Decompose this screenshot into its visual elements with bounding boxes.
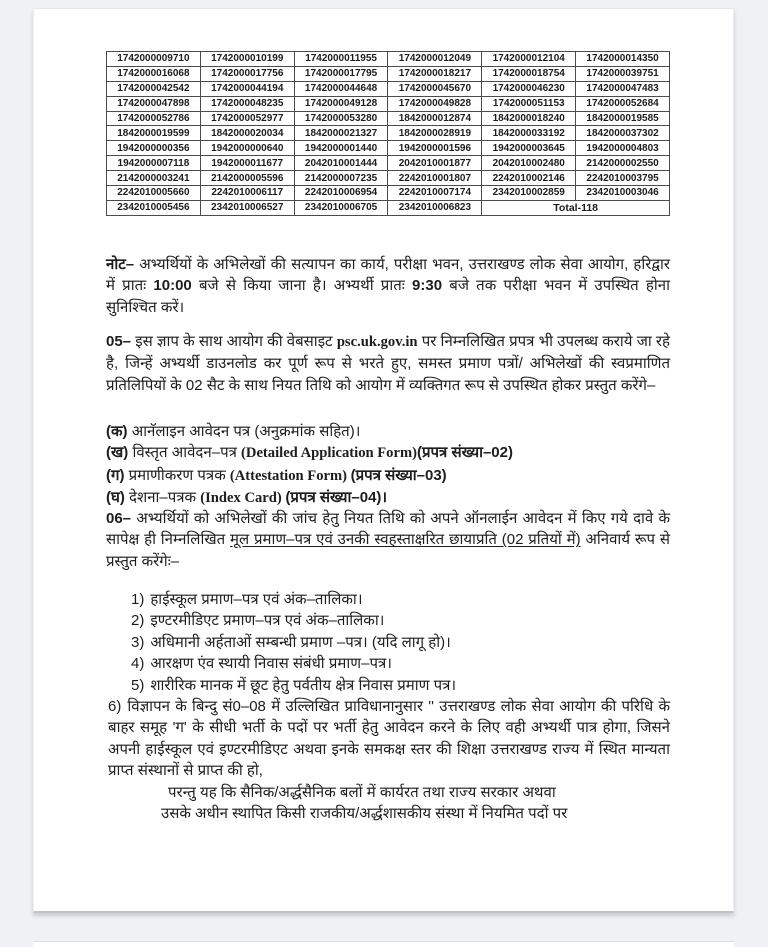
roll-number-cell: 2042010001877 [388, 156, 482, 171]
roll-number-cell: 1742000012104 [482, 52, 576, 67]
document-item-text: अधिमानी अर्हताओं सम्बन्धी प्रमाण –पत्र। (यदि लागू हो)। [150, 633, 451, 651]
roll-number-cell: 2142000005596 [200, 171, 294, 186]
roll-number-cell: 1842000033192 [482, 126, 576, 141]
roll-number-cell: 1742000045670 [388, 81, 482, 96]
document-item [131, 589, 670, 610]
roll-number-cell: 1742000048235 [200, 96, 294, 111]
roll-number-cell: 1742000049128 [294, 96, 388, 111]
document-item-number: 4) [131, 655, 145, 673]
proviso-line: परन्तु यह कि सैनिक/अर्द्धसैनिक बलों में कार्यरत तथा राज्य सरकार अथवा [168, 783, 556, 801]
table-row [107, 111, 670, 126]
document-item-number: 3) [131, 633, 145, 651]
text-segment: पर निम्नलिखित प्रपत्र भी उपलब्ध कराये जा रहे है, जिन्हें अभ्यर्थी डाउनलोड कर पूर्ण रूप से भरते हुए, समस्त प्रमाण पत्रों/ अभिलेखों की स्वप्रमाणित प्रतिलिपियों के 02 सैट के साथ नियत तिथि को आयोग में व्यक्तिगत रूप से उपस्थित होकर प्रस्तुत करेंगे– [106, 333, 670, 394]
paragraph-06 [106, 508, 670, 572]
roll-number-cell: 1742000009710 [107, 52, 201, 67]
document-item-number: 5) [131, 676, 145, 694]
text-segment: देशना–पत्रक [129, 489, 201, 507]
roll-number-cell: 1842000019585 [576, 111, 670, 126]
roll-number-cell: 1742000039751 [576, 66, 670, 81]
roll-number-cell: 2342010006705 [294, 200, 388, 215]
text-segment: अभ्यर्थियों को अभिलेखों की जांच हेतु नियत तिथि को अपने ऑनलाईन आवेदन में किए गये दावे के सापेक्ष ही निम्नलिखित [106, 510, 670, 549]
proviso-line: उसके अधीन स्थापित किसी राजकीय/अर्द्धशासकीय संस्था में नियमित पदों पर [161, 805, 568, 823]
roll-number-cell: 2242010002146 [482, 171, 576, 186]
roll-number-cell: 1742000017795 [294, 66, 388, 81]
text-segment: 05– [106, 333, 136, 350]
document-item-number: 1) [131, 591, 145, 608]
roll-number-cell: 1742000018217 [388, 66, 482, 81]
roll-number-cell: 2242010003795 [576, 171, 670, 186]
text-segment: मूल प्रमाण–पत्र एवं उनकी स्वहस्ताक्षरित छायाप्रति (02 प्रतियों में) [229, 531, 581, 549]
roll-number-cell: 2242010007174 [388, 186, 482, 201]
roll-number-cell: 1942000001440 [294, 141, 388, 156]
roll-number-cell: 1842000037302 [576, 126, 670, 141]
form-item [106, 421, 670, 442]
roll-number-cell: 1842000021327 [294, 126, 388, 141]
roll-number-cell: 1742000042542 [107, 81, 201, 96]
text-segment: विस्तृत आवेदन–पत्र [132, 444, 242, 462]
document-item [108, 696, 670, 782]
text-segment: (Index Card) [200, 490, 286, 507]
roll-number-cell: 2242010001807 [388, 171, 482, 186]
roll-number-cell: 1742000053280 [294, 111, 388, 126]
roll-number-cell: 2142000007235 [294, 171, 388, 186]
roll-number-cell: 1842000012874 [388, 111, 482, 126]
document-item-text: आरक्षण एंव स्थायी निवास संबंधी प्रमाण–पत्र। [150, 655, 392, 673]
text-segment: 9:30 [412, 277, 443, 295]
table-row [107, 141, 670, 156]
total-cell: Total-118 [482, 200, 670, 215]
roll-number-cell: 1742000047483 [576, 81, 670, 96]
roll-number-cell: 1742000047898 [107, 96, 201, 111]
text-segment: 06– [106, 510, 137, 527]
roll-number-cell: 1742000052684 [576, 96, 670, 111]
text-segment: अनिवार्य रूप से प्रस्तुत करेंगेः– [106, 531, 670, 570]
roll-number-cell: 1742000044648 [294, 81, 388, 96]
roll-number-cell: 2242010006117 [200, 186, 294, 201]
table-row [107, 186, 670, 201]
roll-number-cell: 2342010006823 [388, 200, 482, 215]
roll-number-cell: 2342010006527 [200, 200, 294, 215]
roll-number-cell: 1942000001596 [388, 141, 482, 156]
text-segment: इस ज्ञाप के साथ आयोग की वेबसाइट [135, 333, 337, 350]
table-row [107, 171, 670, 186]
document-item [131, 610, 670, 631]
roll-number-cell: 2342010002859 [482, 186, 576, 201]
text-segment: (घ) [106, 489, 130, 507]
form-item [106, 487, 670, 509]
roll-number-cell: 1742000052786 [107, 111, 201, 126]
roll-number-cell: 2342010003046 [576, 186, 670, 201]
roll-number-cell: 2042010001444 [294, 156, 388, 171]
next-page-edge [33, 941, 734, 947]
roll-number-table-body [107, 52, 670, 216]
roll-number-cell: 1942000000356 [107, 141, 201, 156]
table-row [107, 156, 670, 171]
roll-number-cell: 1742000049828 [388, 96, 482, 111]
text-segment: (क) [106, 423, 132, 440]
roll-number-cell: 1742000014350 [576, 52, 670, 67]
text-segment: (Attestation Form) [229, 467, 351, 484]
table-row [107, 66, 670, 81]
text-segment: प्रमाणीकरण पत्रक [128, 466, 230, 484]
documents-list [106, 589, 670, 824]
forms-list [106, 421, 670, 510]
text-segment: बजे से किया जाना है। अभ्यर्थी प्रातः [191, 277, 413, 295]
roll-number-cell: 1742000046230 [482, 81, 576, 96]
text-segment: (प्रपत्र संख्या–03) [350, 466, 447, 484]
note-paragraph [106, 254, 670, 318]
roll-number-cell: 1742000044194 [200, 81, 294, 96]
document-item-number: 6) [108, 698, 122, 716]
document-item-text: विज्ञापन के बिन्दु सं0–08 में उल्लिखित प्राविधानानुसार '' उत्तराखण्ड लोक सेवा आयोग की परिधि के बाहर समूह 'ग' के सीधी भर्ती के पदों पर भर्ती हेतु आवेदन करने के लिए वही अभ्यर्थी पात्र होगा, जिसने अपनी हाईस्कूल एवं इण्टरमीडिएट अथवा इनके समकक्ष स्तर की शिक्षा उत्तराखण्ड राज्य में स्थित मान्यता प्राप्त संस्थानों से प्राप्त की हो, [108, 698, 670, 780]
text-segment: (प्रपत्र संख्या–02) [416, 444, 513, 462]
roll-number-cell: 1942000000640 [200, 141, 294, 156]
paragraph-05 [106, 331, 670, 396]
roll-number-cell: 2042010002480 [482, 156, 576, 171]
document-page [33, 8, 734, 913]
roll-number-cell: 1942000011677 [200, 156, 294, 171]
text-segment: (ग) [106, 466, 129, 484]
table-row [107, 126, 670, 141]
document-item-text: शारीरिक मानक में छूट हेतु पर्वतीय क्षेत्र निवास प्रमाण पत्र। [150, 676, 457, 694]
table-row [107, 96, 670, 111]
text-segment: बजे तक परीक्षा भवन में उपस्थित होना सुनिश्चित करें। [106, 277, 670, 316]
roll-number-cell: 1742000051153 [482, 96, 576, 111]
roll-number-table [106, 51, 670, 216]
roll-number-cell: 1842000019599 [107, 126, 201, 141]
roll-number-cell: 1742000012049 [388, 52, 482, 67]
document-item-text: हाईस्कूल प्रमाण–पत्र एवं अंक–तालिका। [150, 591, 363, 608]
roll-number-cell: 1742000017756 [200, 66, 294, 81]
text-segment: (Detailed Application Form) [241, 445, 417, 462]
roll-number-cell: 1742000018754 [482, 66, 576, 81]
document-item-number: 2) [131, 612, 145, 630]
roll-number-cell: 1742000016068 [107, 66, 201, 81]
form-item [106, 465, 670, 487]
roll-number-cell: 1742000052977 [200, 111, 294, 126]
text-segment: अभ्यर्थियों के अभिलेखों की सत्यापन का कार्य, परीक्षा भवन, उत्तराखण्ड लोक सेवा आयोग, हरिद्वार में प्रातः [106, 256, 670, 295]
table-row [107, 200, 670, 215]
text-segment: आनॅलाइन आवेदन पत्र (अनुक्रमांक सहित)। [131, 423, 361, 440]
roll-number-cell: 2242010006954 [294, 186, 388, 201]
roll-number-cell: 1742000010199 [200, 52, 294, 67]
roll-number-cell: 2242010005660 [107, 186, 201, 201]
form-item [106, 442, 670, 464]
document-item [131, 675, 670, 696]
text-segment: (ख) [106, 444, 133, 462]
roll-number-cell: 1942000007118 [107, 156, 201, 171]
roll-number-cell: 1942000003645 [482, 141, 576, 156]
roll-number-cell: 1842000018240 [482, 111, 576, 126]
table-row [107, 81, 670, 96]
document-item [131, 653, 670, 674]
document-item-text: इण्टरमीडिएट प्रमाण–पत्र एवं अंक–तालिका। [150, 612, 385, 630]
roll-number-cell: 1842000020034 [200, 126, 294, 141]
roll-number-cell: 2142000002550 [576, 156, 670, 171]
text-segment: 10:00 [153, 277, 192, 295]
text-segment: psc.uk.gov.in [336, 334, 418, 350]
roll-number-cell: 1942000004803 [576, 141, 670, 156]
table-row [107, 52, 670, 67]
roll-number-cell: 2142000003241 [107, 171, 201, 186]
document-item [131, 632, 670, 653]
text-segment: नोट– [106, 256, 140, 273]
roll-number-cell: 1742000011955 [294, 52, 388, 67]
roll-number-cell: 1842000028919 [388, 126, 482, 141]
roll-number-cell: 2342010005456 [107, 200, 201, 215]
text-segment: (प्रपत्र संख्या–04)। [285, 489, 388, 507]
